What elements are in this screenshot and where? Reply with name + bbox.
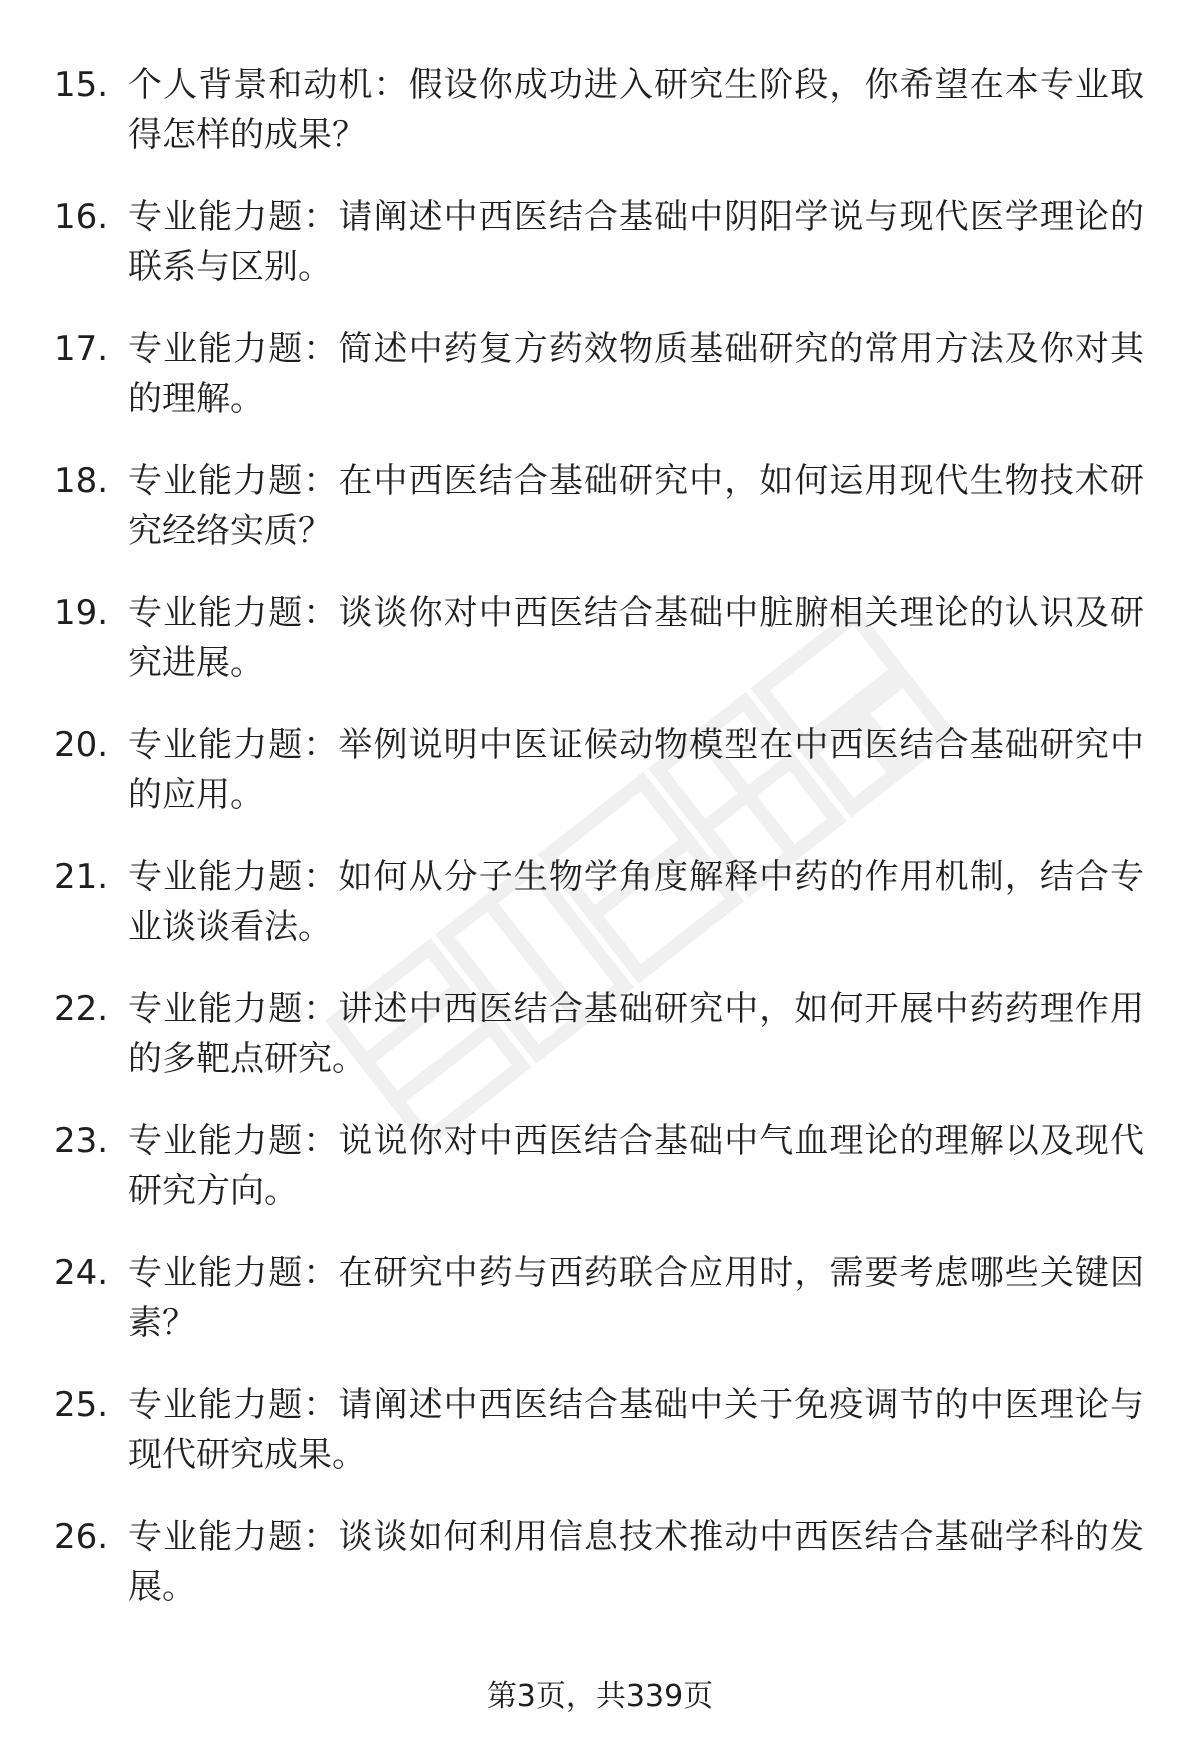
question-text: 专业能力题：在研究中药与西药联合应用时，需要考虑哪些关键因素？ (128, 1253, 1144, 1343)
question-number: 26. (54, 1517, 109, 1557)
question-number: 19. (54, 593, 109, 633)
question-text: 专业能力题：请阐述中西医结合基础中阴阳学说与现代医学理论的联系与区别。 (128, 197, 1144, 287)
question-number: 20. (54, 725, 109, 765)
list-item (54, 324, 1144, 456)
question-number: 22. (54, 989, 109, 1029)
page-footer: 第3页，共339页 (486, 1679, 714, 1714)
list-item (54, 1248, 1144, 1380)
question-number: 16. (54, 197, 109, 237)
list-item (54, 456, 1144, 588)
question-text: 个人背景和动机：假设你成功进入研究生阶段，你希望在本专业取得怎样的成果？ (128, 65, 1144, 155)
question-number: 23. (54, 1121, 109, 1161)
question-text: 专业能力题：说说你对中西医结合基础中气血理论的理解以及现代研究方向。 (128, 1121, 1144, 1211)
question-text: 专业能力题：谈谈你对中西医结合基础中脏腑相关理论的认识及研究进展。 (128, 593, 1144, 683)
list-item (54, 192, 1144, 324)
list-item (54, 720, 1144, 852)
question-number: 18. (54, 461, 109, 501)
question-text: 专业能力题：如何从分子生物学角度解释中药的作用机制，结合专业谈谈看法。 (128, 857, 1144, 947)
question-number: 17. (54, 329, 109, 369)
question-text: 专业能力题：简述中药复方药效物质基础研究的常用方法及你对其的理解。 (128, 329, 1144, 419)
list-item (54, 60, 1144, 192)
question-text: 专业能力题：请阐述中西医结合基础中关于免疫调节的中医理论与现代研究成果。 (128, 1385, 1144, 1475)
question-text: 专业能力题：谈谈如何利用信息技术推动中西医结合基础学科的发展。 (128, 1517, 1144, 1607)
question-text: 专业能力题：讲述中西医结合基础研究中，如何开展中药药理作用的多靶点研究。 (128, 989, 1144, 1079)
question-number: 15. (54, 65, 109, 105)
list-item (54, 588, 1144, 720)
question-number: 24. (54, 1253, 109, 1293)
list-item (54, 852, 1144, 984)
list-item (54, 1512, 1144, 1644)
question-text: 专业能力题：在中西医结合基础研究中，如何运用现代生物技术研究经络实质？ (128, 461, 1144, 551)
question-list (54, 60, 1144, 1644)
question-text: 专业能力题：举例说明中医证候动物模型在中西医结合基础研究中的应用。 (128, 725, 1144, 815)
list-item (54, 1380, 1144, 1512)
list-item (54, 1116, 1144, 1248)
list-item (54, 984, 1144, 1116)
question-number: 25. (54, 1385, 109, 1425)
question-number: 21. (54, 857, 109, 897)
